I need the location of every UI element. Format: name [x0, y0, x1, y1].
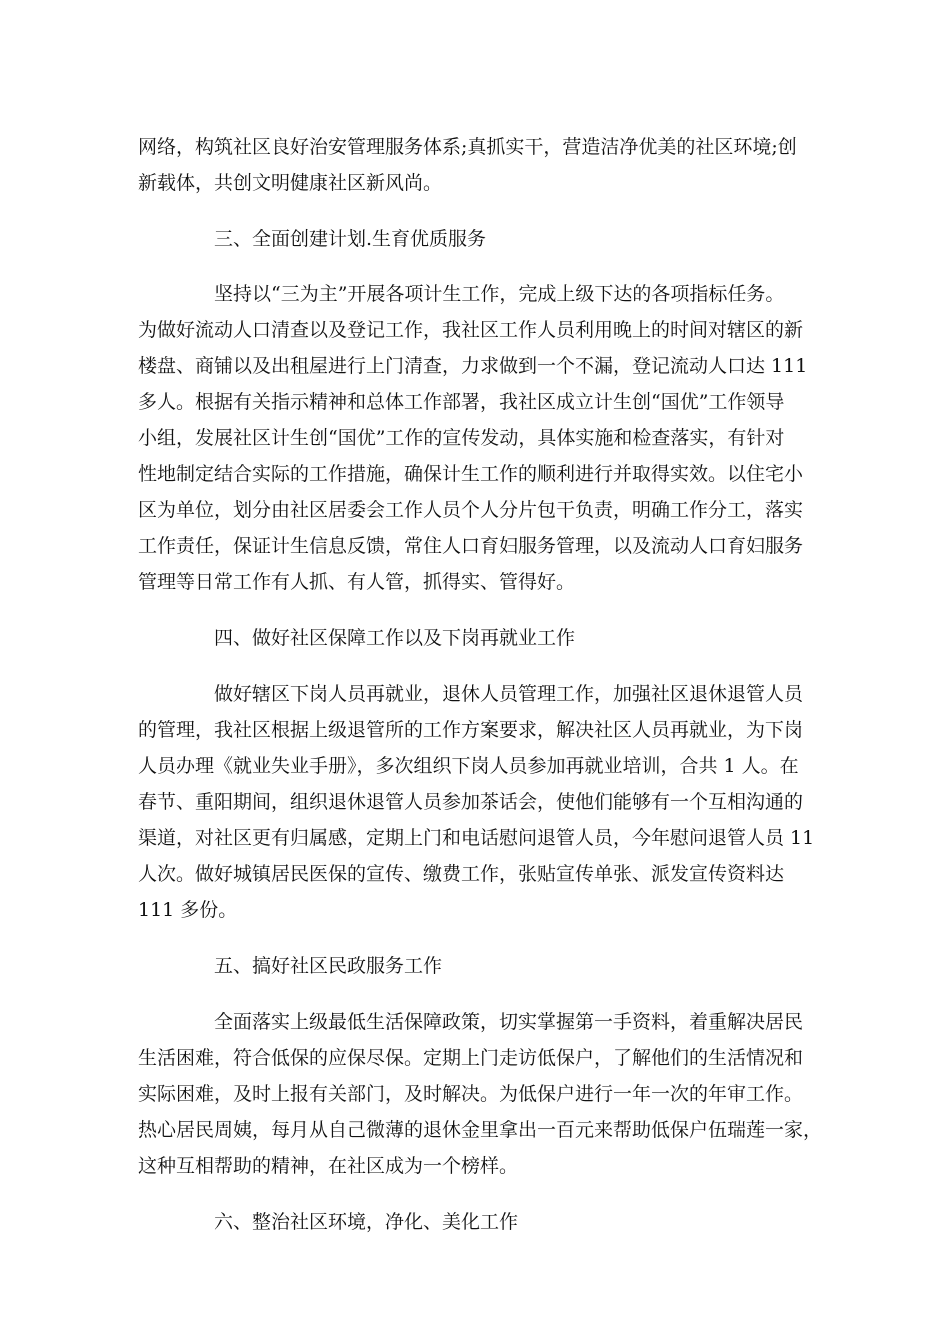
- section-heading: 三、全面创建计划.生育优质服务: [214, 228, 487, 250]
- paragraph-line: 小组，发展社区计生创“国优”工作的宣传发动，具体实施和检查落实，有针对: [138, 427, 785, 449]
- paragraph-line: 全面落实上级最低生活保障政策，切实掌握第一手资料，着重解决居民: [214, 1011, 804, 1033]
- paragraph-line: 多人。根据有关指示精神和总体工作部署，我社区成立计生创“国优”工作领导: [138, 391, 785, 413]
- paragraph-line: 工作责任，保证计生信息反馈，常住人口育妇服务管理，以及流动人口育妇服务: [138, 535, 804, 557]
- paragraph-line: 春节、重阳期间，组织退休退管人员参加茶话会，使他们能够有一个互相沟通的: [138, 791, 804, 813]
- paragraph-line: 区为单位，划分由社区居委会工作人员个人分片包干负责，明确工作分工，落实: [138, 499, 804, 521]
- paragraph-line: 人员办理《就业失业手册》，多次组织下岗人员参加再就业培训，合共 1 人。在: [138, 755, 799, 777]
- section-heading: 六、整治社区环境，净化、美化工作: [214, 1211, 519, 1233]
- paragraph-line: 实际困难，及时上报有关部门，及时解决。为低保户进行一年一次的年审工作。: [138, 1083, 804, 1105]
- paragraph-line: 为做好流动人口清查以及登记工作，我社区工作人员利用晚上的时间对辖区的新: [138, 319, 804, 341]
- paragraph-line: 人次。做好城镇居民医保的宣传、缴费工作，张贴宣传单张、派发宣传资料达: [138, 863, 785, 885]
- paragraph-line: 性地制定结合实际的工作措施，确保计生工作的顺利进行并取得实效。以住宅小: [138, 463, 804, 485]
- paragraph-line: 热心居民周姨，每月从自己微薄的退休金里拿出一百元来帮助低保户伍瑞莲一家，: [138, 1119, 823, 1141]
- section-heading: 四、做好社区保障工作以及下岗再就业工作: [214, 627, 576, 649]
- paragraph-line: 网络，构筑社区良好治安管理服务体系;真抓实干，营造洁净优美的社区环境;创: [138, 136, 797, 158]
- paragraph-line: 生活困难，符合低保的应保尽保。定期上门走访低保户，了解他们的生活情况和: [138, 1047, 804, 1069]
- paragraph-line: 管理等日常工作有人抓、有人管，抓得实、管得好。: [138, 571, 576, 593]
- paragraph-line: 这种互相帮助的精神，在社区成为一个榜样。: [138, 1155, 519, 1177]
- paragraph-line: 做好辖区下岗人员再就业，退休人员管理工作，加强社区退休退管人员: [214, 683, 804, 705]
- paragraph-line: 渠道，对社区更有归属感，定期上门和电话慰问退管人员，今年慰问退管人员 11: [138, 827, 815, 849]
- paragraph-line: 楼盘、商铺以及出租屋进行上门清查，力求做到一个不漏，登记流动人口达 111: [138, 355, 808, 377]
- paragraph-line: 111 多份。: [138, 899, 238, 921]
- section-heading: 五、搞好社区民政服务工作: [214, 955, 443, 977]
- paragraph-line: 新载体，共创文明健康社区新风尚。: [138, 172, 443, 194]
- paragraph-line: 的管理，我社区根据上级退管所的工作方案要求，解决社区人员再就业，为下岗: [138, 719, 804, 741]
- paragraph-line: 坚持以“三为主”开展各项计生工作，完成上级下达的各项指标任务。: [214, 283, 785, 305]
